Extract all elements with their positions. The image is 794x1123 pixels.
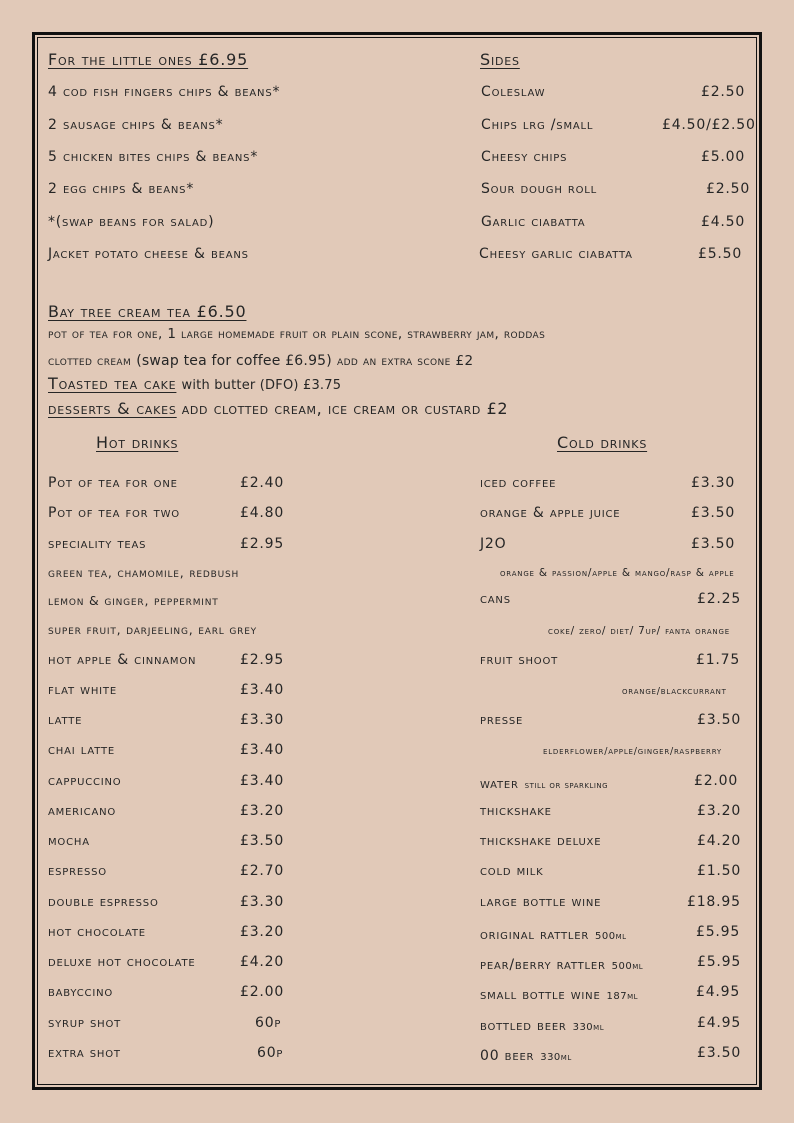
hot-drink-name: syrup shot — [48, 1015, 122, 1031]
hot-drink-price: 60p — [255, 1015, 282, 1031]
cold-drink-note: 500ml — [595, 931, 627, 942]
hot-drink-name: cappuccino — [48, 773, 122, 789]
cold-drink-name: orange & apple juice — [480, 505, 621, 521]
cream-tea-heading: Bay tree cream tea £6.50 — [48, 302, 247, 321]
hot-drink-price: £2.40 — [240, 475, 285, 491]
cold-drink-name: 00 beer — [480, 1048, 535, 1064]
little-ones-note: *(swap beans for salad) — [48, 214, 215, 230]
side-item-price: £4.50/£2.50 — [662, 117, 756, 133]
desserts-heading: desserts & cakes — [48, 399, 177, 418]
clotted-cream-text: clotted cream — [48, 353, 132, 369]
cold-drink-price: £3.50 — [691, 505, 736, 521]
hot-drink-price: £3.20 — [240, 924, 285, 940]
cold-drink-price: £4.95 — [696, 984, 741, 1000]
hot-drink-name: latte — [48, 712, 83, 728]
hot-drink-name: chai latte — [48, 742, 115, 758]
side-item-name: Sour dough roll — [481, 181, 598, 197]
cold-drink-price: £5.95 — [697, 954, 742, 970]
little-ones-item: Jacket potato cheese & beans — [48, 246, 249, 262]
side-item-name: Coleslaw — [481, 84, 546, 100]
cold-drink-name: small bottle wine — [480, 987, 601, 1003]
cold-drink-name: thickshake deluxe — [480, 833, 602, 849]
cold-drink-row-small-wine — [480, 984, 638, 1003]
cold-drink-price: £1.50 — [697, 863, 742, 879]
cold-drink-row-bottled-beer — [480, 1015, 604, 1034]
hot-drink-price: £3.40 — [240, 682, 285, 698]
side-item-name: Chips lrg /small — [481, 117, 594, 133]
hot-drink-price: £2.95 — [240, 536, 285, 552]
cream-tea-description: pot of tea for one, 1 large homemade fruit or plain scone, strawberry jam, roddas — [48, 326, 546, 342]
hot-drink-price: £3.20 — [240, 803, 285, 819]
cold-drink-price: £4.20 — [697, 833, 742, 849]
side-item-price: £2.50 — [706, 181, 751, 197]
desserts-text: add clotted cream, ice cream or custard £2 — [181, 399, 509, 418]
hot-drink-price: £4.20 — [240, 954, 285, 970]
cold-drink-name: presse — [480, 712, 524, 728]
hot-drink-name: double espresso — [48, 894, 159, 910]
hot-drink-name: extra shot — [48, 1045, 121, 1061]
side-item-price: £5.50 — [698, 246, 743, 262]
cold-drink-name: large bottle wine — [480, 894, 602, 910]
cold-drink-name: cans — [480, 591, 511, 607]
cold-drink-name: iced coffee — [480, 475, 557, 491]
cold-drink-price: £3.20 — [697, 803, 742, 819]
cold-drink-price: £18.95 — [687, 894, 741, 910]
hot-drink-name: babyccino — [48, 984, 114, 1000]
hot-drink-name: hot chocolate — [48, 924, 146, 940]
cold-drink-name-water — [480, 773, 608, 792]
side-item-name: Garlic ciabatta — [481, 214, 586, 230]
hot-drink-price: £3.30 — [240, 712, 285, 728]
hot-drink-price: £2.95 — [240, 652, 285, 668]
cold-drink-price: £5.95 — [696, 924, 741, 940]
fruit-shoot-flavours: orange/blackcurrant — [622, 686, 727, 697]
hot-drink-name: Pot of tea for one — [48, 475, 178, 491]
hot-drink-price: £4.80 — [240, 505, 285, 521]
cold-drink-note: still or sparkling — [524, 780, 609, 791]
cold-drinks-heading: Cold drinks — [557, 433, 648, 452]
hot-drink-name: Pot of tea for two — [48, 505, 180, 521]
hot-drink-price: £2.00 — [240, 984, 285, 1000]
tea-cake-line — [48, 374, 341, 393]
presse-flavours: elderflower/apple/ginger/raspberry — [543, 746, 722, 757]
little-ones-item: 2 sausage chips & beans* — [48, 117, 224, 133]
sides-heading: Sides — [480, 50, 520, 69]
hot-drink-name: mocha — [48, 833, 90, 849]
little-ones-heading: For the little ones £6.95 — [48, 50, 249, 69]
cold-drink-row-rattler — [480, 924, 627, 943]
hot-drink-name: hot apple & cinnamon — [48, 652, 197, 668]
cold-drink-price: £3.30 — [691, 475, 736, 491]
cold-drink-name: pear/berry rattler — [480, 957, 606, 973]
hot-drink-price: 60p — [257, 1045, 284, 1061]
cold-drink-price: £3.50 — [697, 1045, 742, 1061]
hot-drink-price: £3.40 — [240, 742, 285, 758]
cold-drink-price: £1.75 — [696, 652, 741, 668]
cold-drink-note: 330ml — [572, 1022, 605, 1033]
cold-drink-row-00-beer — [480, 1045, 572, 1064]
little-ones-item: 5 chicken bites chips & beans* — [48, 149, 259, 165]
tea-cake-heading: Toasted tea cake — [48, 374, 177, 393]
cans-flavours: coke/ zero/ diet/ 7up/ fanta orange — [548, 625, 730, 637]
cold-drink-name: water — [480, 776, 519, 792]
cold-drink-price: £2.25 — [697, 591, 742, 607]
extra-scone-text: add an extra scone £2 — [337, 353, 474, 369]
hot-drink-name: deluxe hot chocolate — [48, 954, 196, 970]
cold-drink-note: 187ml — [606, 991, 639, 1002]
cream-tea-description-line2 — [48, 350, 473, 369]
side-item-price: £2.50 — [701, 84, 746, 100]
little-ones-item: 2 egg chips & beans* — [48, 181, 195, 197]
cold-drink-name: thickshake — [480, 803, 552, 819]
speciality-tea-list: super fruit, darjeeling, earl grey — [48, 622, 257, 637]
side-item-price: £5.00 — [701, 149, 746, 165]
hot-drink-name: espresso — [48, 863, 107, 879]
cold-drink-name: fruit shoot — [480, 652, 559, 668]
cold-drink-price: £3.50 — [691, 536, 736, 552]
swap-coffee-text: (swap tea for coffee £6.95) — [136, 353, 332, 369]
speciality-tea-list: lemon & ginger, peppermint — [48, 593, 219, 608]
cold-drink-name: cold milk — [480, 863, 544, 879]
cold-drink-price: £3.50 — [697, 712, 742, 728]
cold-drink-name: original rattler — [480, 927, 590, 943]
side-item-price: £4.50 — [701, 214, 746, 230]
cold-drink-price: £2.00 — [694, 773, 739, 789]
hot-drink-price: £3.50 — [240, 833, 285, 849]
cold-drink-row-pear-berry — [480, 954, 643, 973]
side-item-name: Cheesy chips — [481, 149, 568, 165]
hot-drinks-heading: Hot drinks — [96, 433, 179, 452]
j2o-flavours: orange & passion/apple & mango/rasp & apple — [500, 567, 735, 579]
cold-drink-name: J2O — [480, 536, 507, 552]
hot-drink-price: £3.40 — [240, 773, 285, 789]
desserts-line — [48, 399, 508, 418]
cold-drink-note: 500ml — [611, 961, 644, 972]
little-ones-item: 4 cod fish fingers chips & beans* — [48, 84, 281, 100]
side-item-name: Cheesy garlic ciabatta — [479, 246, 633, 262]
tea-cake-text: with butter (DFO) £3.75 — [181, 378, 342, 393]
hot-drink-name: speciality teas — [48, 536, 147, 552]
speciality-tea-list: green tea, chamomile, redbush — [48, 565, 240, 580]
cold-drink-name: bottled beer — [480, 1018, 567, 1034]
cold-drink-note: 330ml — [540, 1052, 572, 1063]
hot-drink-name: americano — [48, 803, 117, 819]
hot-drink-name: flat white — [48, 682, 117, 698]
hot-drink-price: £3.30 — [240, 894, 285, 910]
hot-drink-price: £2.70 — [240, 863, 285, 879]
cold-drink-price: £4.95 — [697, 1015, 742, 1031]
